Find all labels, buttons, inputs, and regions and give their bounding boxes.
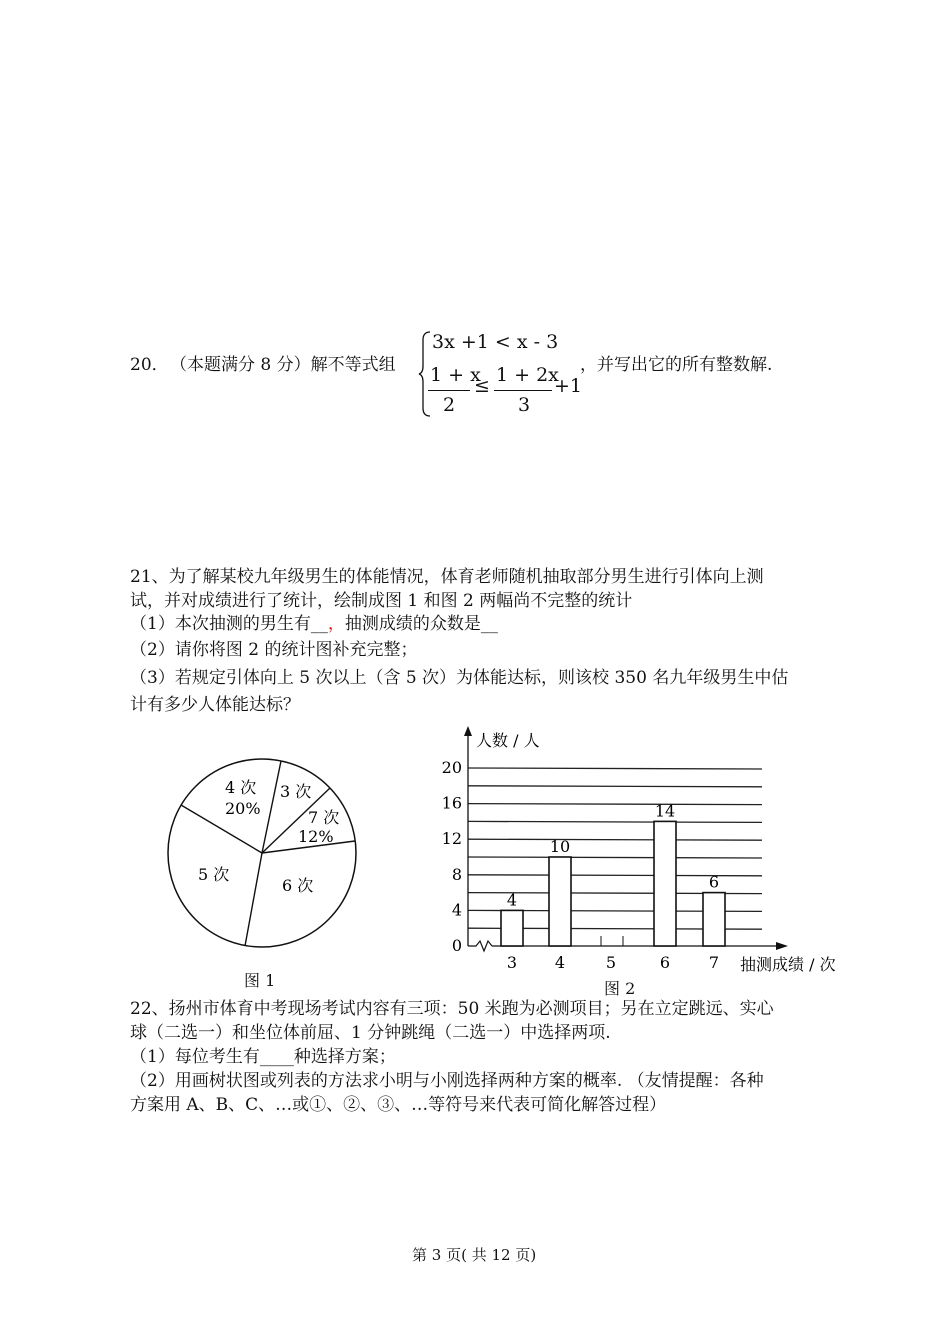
q22-sub-2-line-2: 方案用 A、B、C、…或①、②、③、…等符号来代表可简化解答过程） xyxy=(130,1095,667,1115)
q21-sub-3-line-2: 计有多少人体能达标？ xyxy=(130,695,300,715)
q20-prefix: （本题满分 8 分）解不等式组 xyxy=(170,355,396,375)
q21-line-1: 21、为了解某校九年级男生的体能情况，体育老师随机抽取部分男生进行引体向上测 xyxy=(130,567,764,587)
q21-line-2: 试，并对成绩进行了统计，绘制成图 1 和图 2 两幅尚不完整的统计 xyxy=(130,591,633,611)
q21-sub-1-comma: ， xyxy=(327,614,345,634)
q21-sub-3-line-1: （3）若规定引体向上 5 次以上（含 5 次）为体能达标，则该校 350 名九年级男生中估 xyxy=(130,668,789,688)
y-tick-label: 20 xyxy=(441,758,462,777)
q22-line-2: 球（二选一）和坐位体前屈、1 分钟跳绳（二选一）中选择两项. xyxy=(130,1023,611,1043)
fraction-2-denominator: 3 xyxy=(518,394,531,416)
bar-value-label: 10 xyxy=(549,837,571,856)
grid-line xyxy=(468,839,762,840)
x-tick-label: 6 xyxy=(659,953,671,972)
y-axis-arrow-icon xyxy=(464,726,472,736)
bar-caption: 图 2 xyxy=(604,979,636,998)
x-tick-label: 3 xyxy=(506,953,518,972)
q22-sub-2-line-1: （2）用画树状图或列表的方法求小明与小刚选择两种方案的概率. （友情提醒：各种 xyxy=(130,1071,764,1091)
le-sign: ≤ xyxy=(474,375,490,397)
q22-sub-1: （1）每位考生有____种选择方案； xyxy=(130,1047,396,1067)
bar-value-label: 6 xyxy=(708,872,720,892)
pie-label-seven-pct: 12% xyxy=(298,827,334,846)
fraction-2-numerator: 1 + 2x xyxy=(496,364,559,386)
grid-line xyxy=(468,804,762,805)
grid-line xyxy=(468,857,762,858)
bar-value-label: 4 xyxy=(506,890,518,910)
fraction-1-numerator: 1 + x xyxy=(430,364,481,386)
y-axis-label: 人数 / 人 xyxy=(476,731,540,750)
bar xyxy=(654,821,676,946)
pie-divider-4-3 xyxy=(262,761,281,853)
q21-sub-1-part-b: 抽测成绩的众数是__ xyxy=(344,614,498,634)
bar xyxy=(703,893,725,946)
q21-sub-1-part-a: （1）本次抽测的男生有__ xyxy=(130,614,328,634)
x-axis-label: 抽测成绩 / 次 xyxy=(740,955,836,974)
pie-caption: 图 1 xyxy=(244,971,276,990)
y-tick-label: 8 xyxy=(451,864,462,884)
inequality-1: 3x +1 < x - 3 xyxy=(432,331,559,353)
pie-label-six: 6 次 xyxy=(282,876,314,895)
pie-label-seven: 7 次 xyxy=(308,808,340,827)
x-tick-label: 5 xyxy=(605,953,617,972)
x-tick-label: 7 xyxy=(708,953,720,972)
plus-one: +1 xyxy=(554,375,583,397)
y-tick-label: 12 xyxy=(441,829,462,849)
grid-line xyxy=(468,786,762,787)
fraction-1-bar xyxy=(428,390,470,391)
q21-sub-1 xyxy=(130,612,498,636)
q21-sub-2: （2）请你将图 2 的统计图补充完整； xyxy=(130,640,418,660)
x-tick-label: 4 xyxy=(554,953,566,972)
bar xyxy=(549,857,571,946)
x-axis-arrow-icon xyxy=(776,942,788,950)
pie-label-four-pct: 20% xyxy=(225,799,261,818)
pie-label-five: 5 次 xyxy=(198,865,230,884)
axis-break-icon xyxy=(468,941,492,951)
y-tick-label: 4 xyxy=(451,900,462,920)
pie-label-three: 3 次 xyxy=(280,782,312,801)
fraction-2-bar xyxy=(494,390,552,391)
pie-label-four: 4 次 xyxy=(225,778,257,797)
pie-divider-6-5 xyxy=(245,853,262,946)
q20-suffix: ，并写出它的所有整数解. xyxy=(580,355,773,375)
fraction-1-denominator: 2 xyxy=(443,394,456,416)
y-tick-label: 0 xyxy=(451,936,462,955)
grid-line xyxy=(468,821,762,822)
y-tick-label: 16 xyxy=(441,793,462,813)
grid-line xyxy=(468,768,762,769)
bar-value-label: 14 xyxy=(654,801,676,821)
bar xyxy=(501,910,523,946)
q22-line-1: 22、扬州市体育中考现场考试内容有三项：50 米跑为必测项目；另在立定跳远、实心 xyxy=(130,999,774,1019)
page-footer: 第 3 页( 共 12 页) xyxy=(412,1246,537,1264)
q20-number: 20． xyxy=(130,355,169,375)
bar-chart-figure-2 xyxy=(430,720,860,980)
pie-chart-figure-1 xyxy=(150,755,380,995)
